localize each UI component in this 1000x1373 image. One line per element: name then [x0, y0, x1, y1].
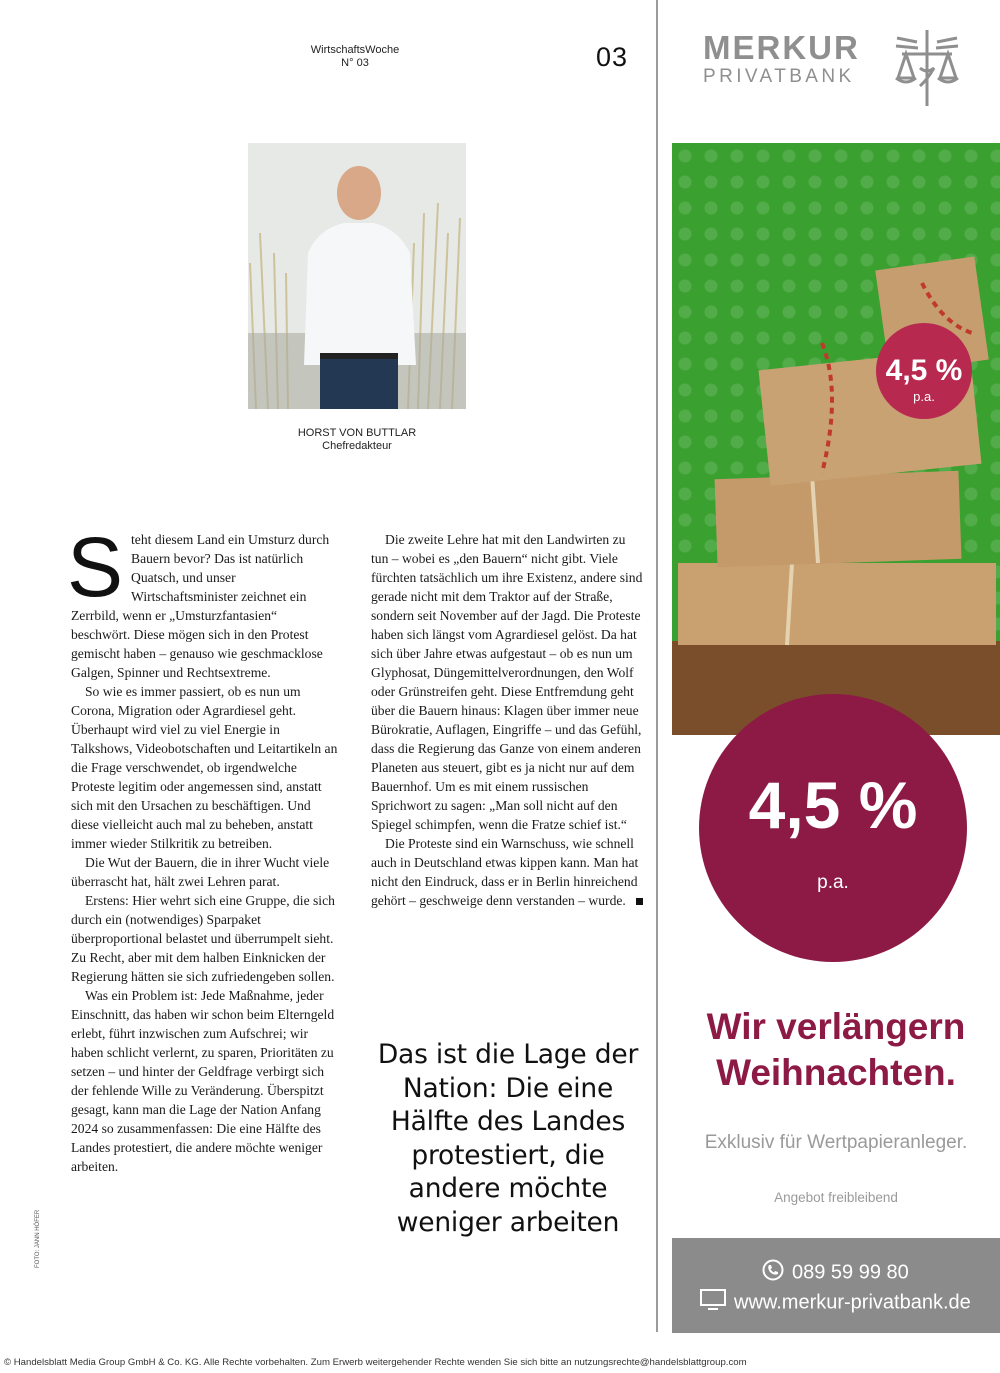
author-caption	[248, 427, 466, 453]
author-portrait-image	[248, 143, 466, 409]
ad-subline: Exklusiv für Wertpapieranleger.	[704, 1132, 968, 1153]
phone-number: 089 59 99 80	[792, 1261, 909, 1284]
article-paragraph	[371, 834, 643, 910]
gift-boxes-image	[672, 143, 1000, 735]
article-paragraph: teht diesem Land ein Umsturz durch Bauern bevor? Das ist natürlich Quatsch, und unser Wirtschaftsminister zeichnet ein Zerrbild, wenn er „Umsturzfantasien“ beschwört. Diese mögen sich in den Protest gemischt haben – genauso wie geschmacklose Galgen, Spinner und Rechtsextreme.	[71, 532, 330, 680]
author-photo	[248, 143, 466, 409]
article-column-2	[371, 530, 643, 910]
page-number: 03	[596, 42, 629, 72]
ad-disclaimer: Angebot freibleibend	[774, 1190, 898, 1205]
magazine-name: WirtschaftsWoche	[310, 44, 400, 56]
interest-rate: 4,5 %	[748, 768, 918, 842]
author-role: Chefredakteur	[322, 440, 392, 452]
phone-icon	[762, 1259, 784, 1287]
article-paragraph: Die Wut der Bauern, die in ihrer Wucht viele überrascht hat, hält zwei Lehren parat.	[71, 855, 330, 889]
issue-number: N° 03	[341, 57, 369, 69]
interest-rate-unit: p.a.	[817, 872, 849, 893]
article-paragraph: Die zweite Lehre hat mit den Landwirten zu tun – wobei es „den Bauern“ nicht gibt. Viele fürchten tatsächlich um ihre Existenz, andere sind gerade nicht mit dem Traktor auf der Straße, sondern seit November auf der Jagd. Die Proteste haben sich längst vom Agrardiesel gelöst. Da hat sich über Jahre etwas aufgestaut – ob es nun um Glyphosat, Düngemittelverordnungen, den Wolf oder Grünstreifen geht. Diese Entfremdung geht über die Bauern hinaus: Klagen über immer neue Bürokratie, Auflagen, Eingriffe – und das Gefühl, dass die Regierung das Ganze von einem anderen Planeten aus steuert, gibt es ja nicht nur auf dem Bauernhof. Um es mit einem russischen Sprichwort zu sagen: „Man soll nicht auf den Spiegel schimpfen, wenn die Fratze schief ist.“	[371, 532, 643, 832]
article-paragraph: Erstens: Hier wehrt sich eine Gruppe, die sich durch ein (notwendiges) Sparpaket überproportional belastet und überrumpelt sieht. Zu Recht, aber mit dem halben Einknicken der Regierung hätten sie sich zufriedengeben sollen.	[71, 893, 335, 984]
article-column-1	[67, 520, 338, 1176]
brand-name: MERKUR	[703, 29, 860, 66]
ad-headline	[672, 1004, 1000, 1096]
article-paragraph: Was ein Problem ist: Jede Maßnahme, jeder Einschnitt, das haben wir schon beim Elterngeld erlebt, führt inzwischen zum Aufschrei; wir haben schlicht verlernt, zu sparen, Prioritäten zu setzen – und hinter der Geldfrage verbirgt sich der fehlende Wille zu Veränderung. Überspitzt gesagt, kann man die Lage der Nation Anfang 2024 so zusammenfassen: Die eine Hälfte des Landes protestiert, die andere möchte weniger arbeiten.	[71, 988, 335, 1174]
phone-row[interactable]	[762, 1259, 1000, 1287]
article-paragraph: So wie es immer passiert, ob es nun um Corona, Migration oder Agrardiesel geht. Überhaupt wird viel zu viel Energie in Talkshows, Videobotschaften und Leitartikeln an die Frage verschwendet, ob irgendwelche Proteste legitim oder angemessen sind, anstatt sich mit den Ursachen zu beschäftigen. Und diese vielleicht auch mal zu beheben, anstatt immer wieder Stilkritik zu betreiben.	[71, 684, 338, 851]
scales-logo-icon	[892, 28, 962, 112]
website-row[interactable]	[700, 1289, 1000, 1317]
website-link[interactable]: www.merkur-privatbank.de	[734, 1291, 971, 1314]
gift-tag-pa: p.a.	[913, 389, 935, 404]
brand-subname: PRIVATBANK	[703, 66, 855, 87]
ad-contact-box	[672, 1238, 1000, 1333]
copyright-footer: © Handelsblatt Media Group GmbH & Co. KG. Alle Rechte vorbehalten. Zum Erwerb weitergehender Rechte wenden Sie sich bitte an nutzungsrechte@handelsblattgroup.com	[4, 1357, 747, 1368]
author-name: HORST VON BUTTLAR	[297, 427, 417, 439]
column-divider	[656, 0, 658, 1332]
gift-tag-rate: 4,5 %	[885, 354, 963, 387]
photo-credit: FOTO: JANN HÖFER	[35, 1209, 41, 1268]
drop-cap: S	[67, 520, 124, 614]
ad-headline-line-1: Wir verlängern	[706, 1006, 966, 1047]
masthead	[290, 44, 420, 70]
ad-brand	[703, 30, 873, 88]
pull-quote: Das ist die Lage der Nation: Die eine Hälfte des Landes protestiert, die andere möchte weniger arbeiten	[377, 1039, 639, 1238]
article-paragraph-text: Die Proteste sind ein Warnschuss, wie schnell auch in Deutschland etwas kippen kann. Man hat nicht den Eindruck, dass er in Berlin hinreichend gehört – geschweige denn verstanden – wurde.	[371, 836, 639, 908]
ad-image-gifts	[672, 143, 1000, 735]
ad-headline-line-2: Weihnachten.	[716, 1052, 956, 1093]
end-mark-icon	[636, 898, 643, 905]
monitor-icon	[700, 1289, 726, 1317]
